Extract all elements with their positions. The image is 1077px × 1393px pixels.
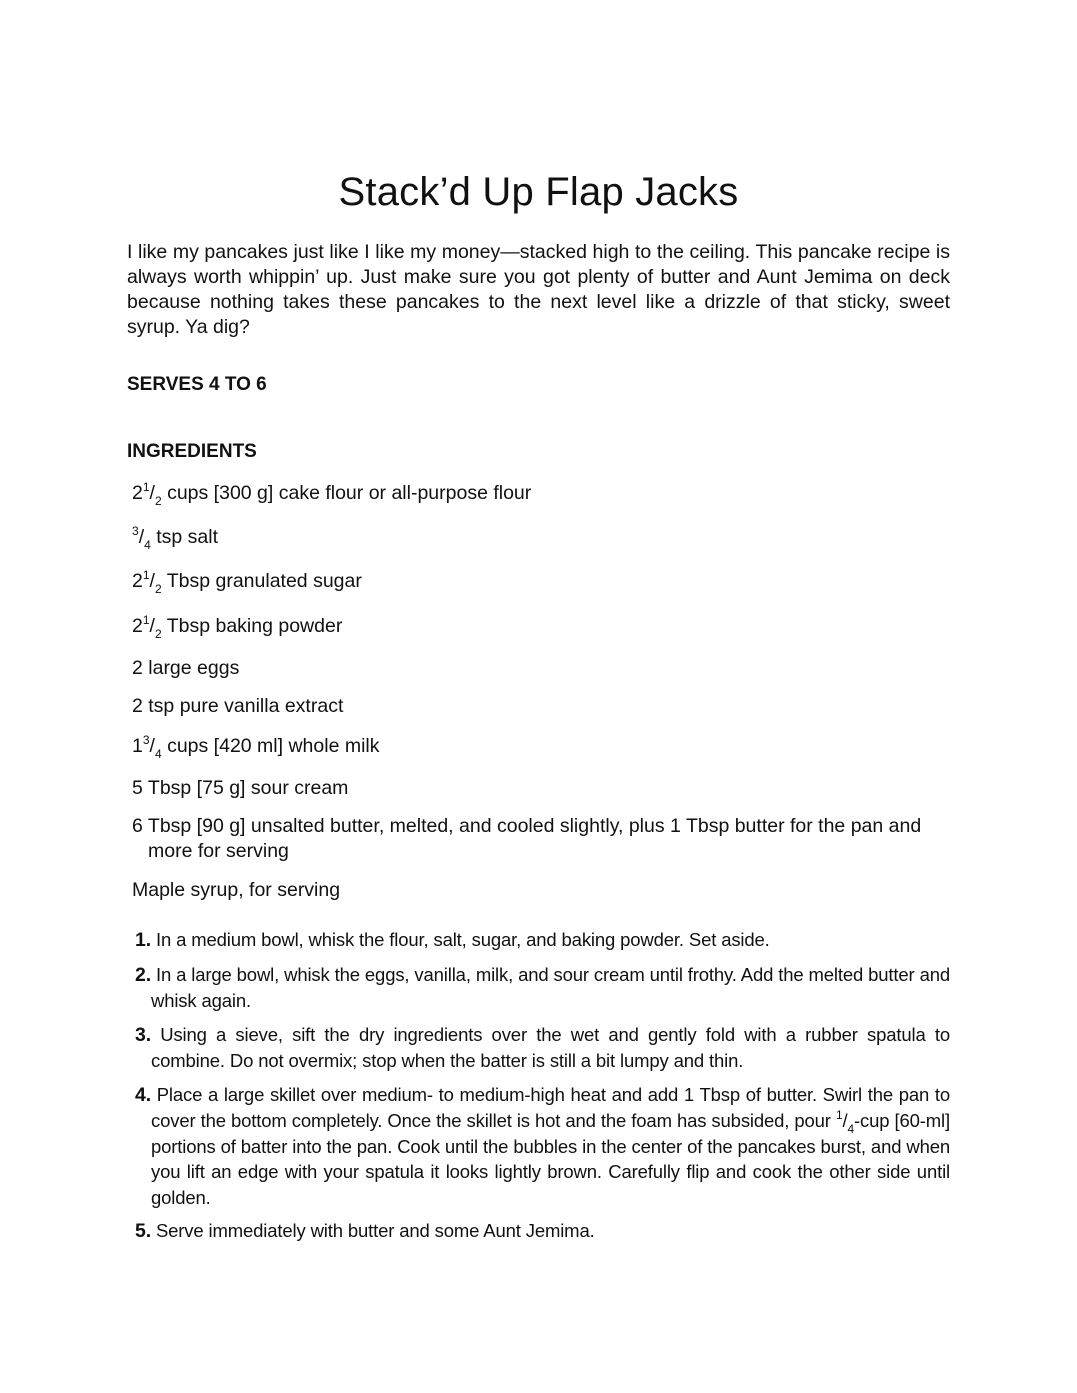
recipe-intro: I like my pancakes just like I like my money—stacked high to the ceiling. This pancake recipe is always worth whippin’ up. Just make sure you got plenty of butter and Aunt Jemima on deck because nothing takes these pancakes to the next level like a drizzle of that sticky, sweet syrup. Ya dig? — [127, 241, 950, 338]
instructions-list — [135, 927, 950, 1253]
ingredient-item: 6 Tbsp [90 g] unsalted butter, melted, and cooled slightly, plus 1 Tbsp butter for the pan and more for serving — [132, 815, 922, 862]
instruction-step: 1. In a medium bowl, whisk the flour, salt, sugar, and baking powder. Set aside. — [135, 929, 770, 951]
ingredient-item: $2^1/_2$ cups [300 g] cake flour or all-purpose flour — [132, 479, 532, 508]
ingredients-heading: INGREDIENTS — [127, 441, 257, 462]
step-number: 2. — [135, 963, 151, 986]
ingredient-item: $1^3/_4$ cups [420 ml] whole milk — [132, 732, 380, 761]
step-number: 1. — [135, 929, 151, 951]
ingredient-item: 2 large eggs — [132, 657, 240, 679]
ingredient-item: 2 tsp pure vanilla extract — [132, 695, 344, 717]
ingredient-item: 5 Tbsp [75 g] sour cream — [132, 777, 349, 799]
instruction-step: 3. Using a sieve, sift the dry ingredients over the wet and gently fold with a rubber spatula to combine. Do not overmix; stop when the batter is still a bit lumpy and thin. — [135, 1023, 950, 1071]
instruction-step: 4. Place a large skillet over medium- to medium-high heat and add 1 Tbsp of butter. Swirl the pan to cover the bottom completely. Once the skillet is hot and the foam has subsided, pour $^1/_4$-cup [60-ml] portions of batter into the pan. Cook until the bubbles in the center of the pancakes burst, and when you lift an edge with your spatula it looks lightly brown. Carefully flip and cook the other side until golden. — [135, 1083, 950, 1208]
ingredient-item: $2^1/_2$ Tbsp granulated sugar — [132, 567, 362, 596]
instruction-step: 2. In a large bowl, whisk the eggs, vanilla, milk, and sour cream until frothy. Add the melted butter and whisk again. — [135, 963, 950, 1011]
step-number: 5. — [135, 1220, 151, 1242]
instruction-step: 5. Serve immediately with butter and some Aunt Jemima. — [135, 1220, 595, 1242]
step-number: 3. — [135, 1023, 151, 1046]
ingredient-item: $2^1/_2$ Tbsp baking powder — [132, 612, 343, 641]
step-number: 4. — [135, 1083, 151, 1106]
recipe-title: Stack’d Up Flap Jacks — [338, 170, 739, 214]
servings-label: SERVES 4 TO 6 — [127, 374, 267, 395]
ingredient-item: Maple syrup, for serving — [132, 879, 341, 901]
ingredient-item: $^3/_4$ tsp salt — [132, 523, 218, 552]
